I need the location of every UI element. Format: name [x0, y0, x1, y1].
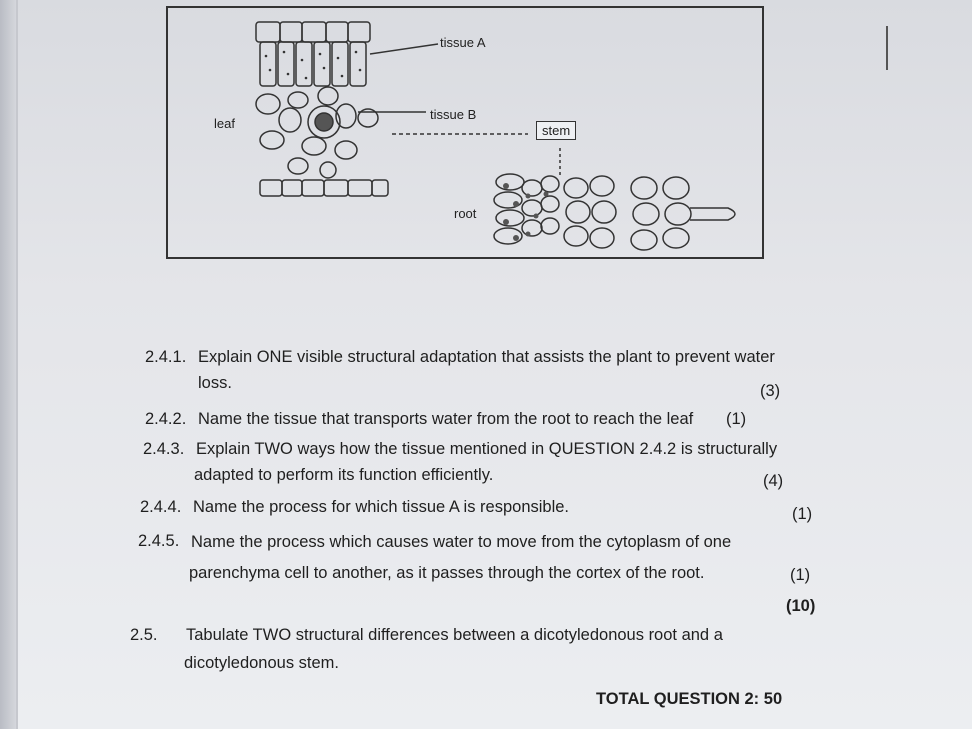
question-number: 2.4.3.: [143, 440, 185, 458]
subtotal-marks: (10): [786, 597, 816, 615]
plant-tissue-diagram: [166, 6, 764, 259]
question-text: Name the tissue that transports water from the root to reach the leaf: [198, 410, 694, 428]
question-text: Name the process for which tissue A is responsible.: [193, 498, 570, 516]
question-marks: (1): [726, 410, 747, 428]
question-number: 2.4.2.: [145, 410, 187, 428]
vascular-bundle: [308, 106, 340, 138]
margin-mark: [886, 26, 888, 70]
question-text-cont: adapted to perform its function efficiently.: [194, 466, 494, 484]
total-marks: TOTAL QUESTION 2: 50: [596, 690, 783, 708]
root-cells: [494, 174, 735, 250]
label-tissue-a: tissue A: [440, 35, 486, 50]
label-stem: stem: [536, 121, 576, 140]
question-number: 2.4.1.: [145, 348, 187, 366]
label-leaf: leaf: [214, 116, 235, 131]
label-tissue-b: tissue B: [430, 107, 477, 122]
question-number: 2.4.5.: [138, 532, 180, 550]
question-text: Explain TWO ways how the tissue mentioned in QUESTION 2.4.2 is structurally: [196, 440, 778, 458]
question-marks: (1): [792, 505, 813, 523]
question-number: 2.4.4.: [140, 498, 182, 516]
spongy-mesophyll: [256, 87, 378, 178]
leaf-epidermis: [256, 22, 370, 42]
page-divider: [16, 0, 18, 729]
question-marks: (1): [790, 566, 811, 584]
question-text-cont: dicotyledonous stem.: [184, 654, 340, 672]
question-marks: (3): [760, 382, 781, 400]
question-number: 2.5.: [130, 626, 158, 644]
palisade-cells: [260, 42, 366, 86]
question-text: Name the process which causes water to move from the cytoplasm of one: [191, 533, 732, 551]
paper-edge: [0, 0, 16, 729]
label-root: root: [454, 206, 477, 221]
question-marks: (4): [763, 472, 784, 490]
question-text-cont: parenchyma cell to another, as it passes through the cortex of the root.: [189, 564, 705, 582]
question-text: Explain ONE visible structural adaptation that assists the plant to prevent water: [198, 348, 775, 366]
question-text-cont: loss.: [198, 374, 232, 392]
question-text: Tabulate TWO structural differences between a dicotyledonous root and a: [186, 626, 723, 644]
lower-epidermis: [260, 180, 388, 196]
